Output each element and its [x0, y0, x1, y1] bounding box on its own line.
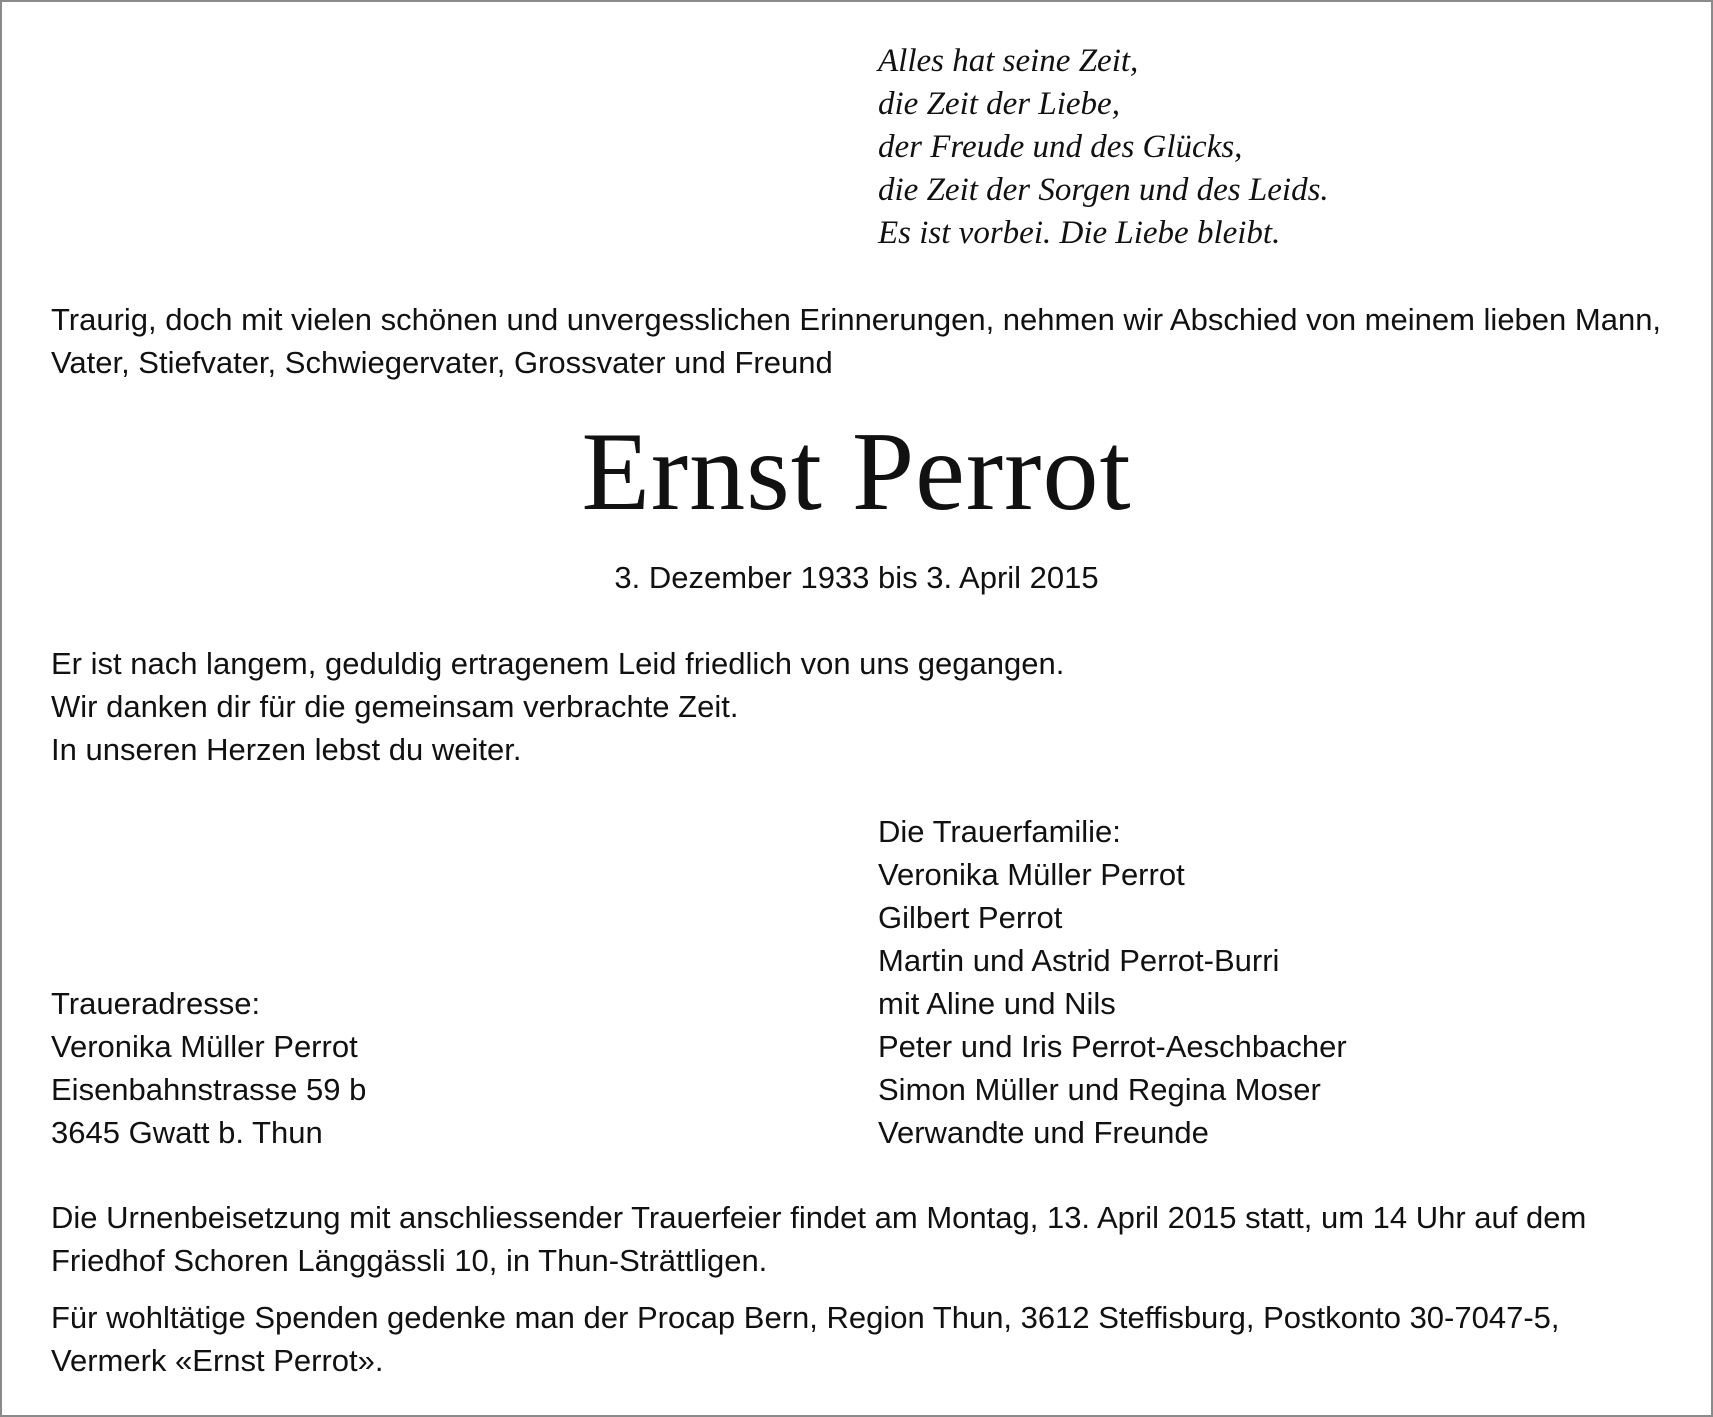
poem-line: die Zeit der Sorgen und des Leids. — [878, 172, 1329, 208]
poem-line: der Freude und des Glücks, — [878, 129, 1243, 165]
family-member: Veronika Müller Perrot — [878, 857, 1185, 892]
mourning-address — [51, 982, 366, 1154]
intro-paragraph: Traurig, doch mit vielen schönen und unvergesslichen Erinnerungen, nehmen wir Abschied von meinem lieben Mann, Vater, Stiefvater, Schwiegervater, Grossvater und Freund — [51, 302, 1662, 380]
poem — [878, 40, 1329, 255]
address-heading: Traueradresse: — [51, 986, 261, 1021]
farewell-message — [51, 642, 1669, 771]
family-heading: Die Trauerfamilie: — [878, 814, 1121, 849]
ceremony-paragraph: Die Urnenbeisetzung mit anschliessender Trauerfeier findet am Montag, 13. April 2015 statt, um 14 Uhr auf dem Friedhof Schoren Länggässli 10, in Thun-Strättligen. — [51, 1200, 1587, 1278]
address-line: Eisenbahnstrasse 59 b — [51, 1072, 367, 1107]
family-member: Verwandte und Freunde — [878, 1115, 1209, 1150]
poem-line: Es ist vorbei. Die Liebe bleibt. — [878, 215, 1281, 251]
family-member: Gilbert Perrot — [878, 900, 1063, 935]
family-member: mit Aline und Nils — [878, 986, 1116, 1021]
poem-line: die Zeit der Liebe, — [878, 86, 1120, 122]
address-line: 3645 Gwatt b. Thun — [51, 1115, 323, 1150]
life-dates: 3. Dezember 1933 bis 3. April 2015 — [614, 560, 1099, 595]
message-line: Er ist nach langem, geduldig ertragenem Leid friedlich von uns gegangen. — [51, 646, 1065, 681]
poem-line: Alles hat seine Zeit, — [878, 43, 1139, 79]
mourning-family — [878, 810, 1347, 1154]
family-member: Simon Müller und Regina Moser — [878, 1072, 1321, 1107]
message-line: Wir danken dir für die gemeinsam verbrachte Zeit. — [51, 689, 739, 724]
address-line: Veronika Müller Perrot — [51, 1029, 358, 1064]
deceased-name: Ernst Perrot — [581, 410, 1132, 534]
family-member: Peter und Iris Perrot-Aeschbacher — [878, 1029, 1347, 1064]
message-line: In unseren Herzen lebst du weiter. — [51, 732, 522, 767]
donation-paragraph: Für wohltätige Spenden gedenke man der Procap Bern, Region Thun, 3612 Steffisburg, Postkonto 30-7047-5, Vermerk «Ernst Perrot». — [51, 1300, 1560, 1378]
family-member: Martin und Astrid Perrot-Burri — [878, 943, 1280, 978]
